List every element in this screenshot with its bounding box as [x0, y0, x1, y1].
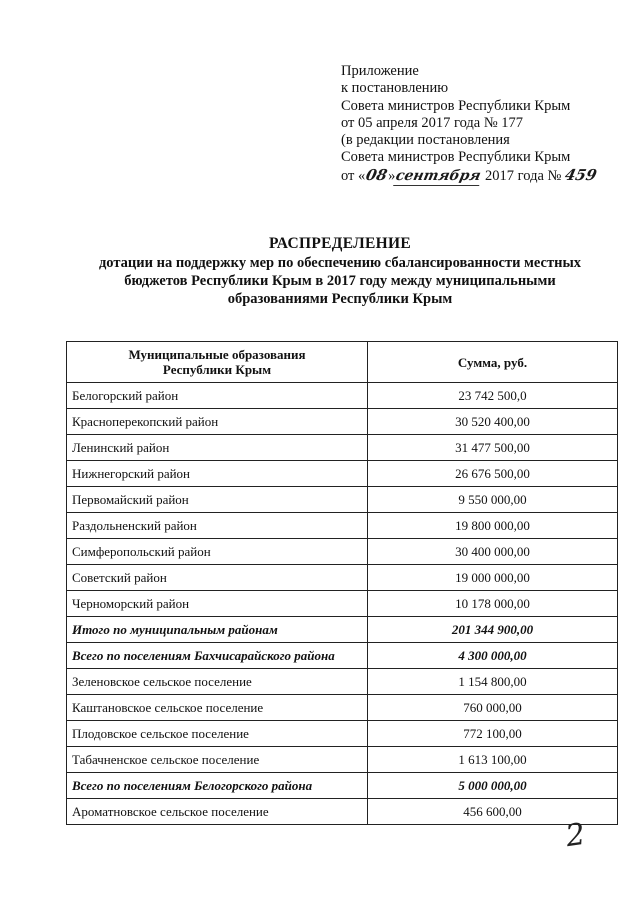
- municipality-cell: Каштановское сельское поселение: [67, 695, 368, 721]
- table-row: [67, 591, 618, 617]
- table-row: [67, 669, 618, 695]
- sum-cell: 10 178 000,00: [368, 591, 618, 617]
- table-header-row: [67, 342, 618, 383]
- table-row: [67, 539, 618, 565]
- municipality-cell: Симферопольский район: [67, 539, 368, 565]
- table-row: [67, 565, 618, 591]
- header-municipality-line1: Муниципальные образования: [128, 347, 306, 362]
- municipality-cell: Итого по муниципальным районам: [67, 617, 368, 643]
- municipality-cell: Нижнегорский район: [67, 461, 368, 487]
- table-row: [67, 513, 618, 539]
- municipality-cell: Черноморский район: [67, 591, 368, 617]
- sum-cell: 201 344 900,00: [368, 617, 618, 643]
- appendix-line: Приложение: [341, 63, 419, 79]
- municipality-cell: Зеленовское сельское поселение: [67, 669, 368, 695]
- handwritten-page-number: 2: [563, 816, 588, 855]
- sum-cell: 30 400 000,00: [368, 539, 618, 565]
- date-mid: »: [388, 167, 396, 184]
- appendix-line: (в редакции постановления: [341, 132, 510, 149]
- subtitle-line: образованиями Республики Крым: [227, 291, 453, 307]
- sum-cell: 9 550 000,00: [368, 487, 618, 513]
- handwritten-month: сентября: [393, 168, 483, 186]
- municipality-cell: Табачненское сельское поселение: [67, 747, 368, 773]
- appendix-line: к постановлению: [341, 80, 449, 97]
- municipality-cell: Советский район: [67, 565, 368, 591]
- table-row: [67, 461, 618, 487]
- header-municipality: [67, 342, 368, 383]
- municipality-cell: Ароматновское сельское поселение: [67, 799, 368, 825]
- sum-cell: 1 154 800,00: [368, 669, 618, 695]
- municipality-cell: Всего по поселениям Белогорского района: [67, 773, 368, 799]
- distribution-table: [66, 341, 618, 825]
- municipality-cell: Белогорский район: [67, 383, 368, 409]
- date-prefix: от «: [341, 167, 366, 184]
- sum-cell: 26 676 500,00: [368, 461, 618, 487]
- municipality-cell: Раздольненский район: [67, 513, 368, 539]
- sum-cell: 31 477 500,00: [368, 435, 618, 461]
- table-row-total: [67, 617, 618, 643]
- sum-cell: 5 000 000,00: [368, 773, 618, 799]
- sum-cell: 760 000,00: [368, 695, 618, 721]
- sum-cell: 23 742 500,0: [368, 383, 618, 409]
- table-row-total: [67, 773, 618, 799]
- appendix-block: [341, 63, 621, 186]
- municipality-cell: Красноперекопский район: [67, 409, 368, 435]
- document-title-block: [60, 235, 620, 308]
- table-row: [67, 487, 618, 513]
- sum-cell: 1 613 100,00: [368, 747, 618, 773]
- handwritten-day: 08: [364, 165, 390, 184]
- document-subtitle: [60, 254, 620, 308]
- table-row: [67, 721, 618, 747]
- sum-cell: 456 600,00: [368, 799, 618, 825]
- subtitle-line: бюджетов Республики Крым в 2017 году между муниципальными: [124, 273, 556, 289]
- handwritten-doc-number: 459: [563, 165, 599, 184]
- appendix-line: Совета министров Республики Крым: [341, 149, 571, 166]
- municipality-cell: Первомайский район: [67, 487, 368, 513]
- sum-cell: 4 300 000,00: [368, 643, 618, 669]
- sum-cell: 19 800 000,00: [368, 513, 618, 539]
- municipality-cell: Ленинский район: [67, 435, 368, 461]
- subtitle-line: дотации на поддержку мер по обеспечению сбалансированности местных: [98, 255, 582, 271]
- appendix-line: Совета министров Республики Крым: [341, 97, 571, 114]
- municipality-cell: Плодовское сельское поселение: [67, 721, 368, 747]
- sum-cell: 30 520 400,00: [368, 409, 618, 435]
- sum-cell: 772 100,00: [368, 721, 618, 747]
- sum-cell: 19 000 000,00: [368, 565, 618, 591]
- appendix-line: от 05 апреля 2017 года № 177: [341, 114, 524, 131]
- table-row: [67, 409, 618, 435]
- header-sum: Сумма, руб.: [368, 342, 618, 383]
- table-row: [67, 799, 618, 825]
- municipality-cell: Всего по поселениям Бахчисарайского района: [67, 643, 368, 669]
- table-row-total: [67, 643, 618, 669]
- table-row: [67, 695, 618, 721]
- table-row: [67, 435, 618, 461]
- document-title: РАСПРЕДЕЛЕНИЕ: [269, 235, 411, 252]
- table-row: [67, 747, 618, 773]
- date-year: 2017 года №: [485, 167, 562, 184]
- table-row: [67, 383, 618, 409]
- header-municipality-line2: Республики Крым: [162, 362, 272, 377]
- amendment-date-line: [341, 167, 621, 186]
